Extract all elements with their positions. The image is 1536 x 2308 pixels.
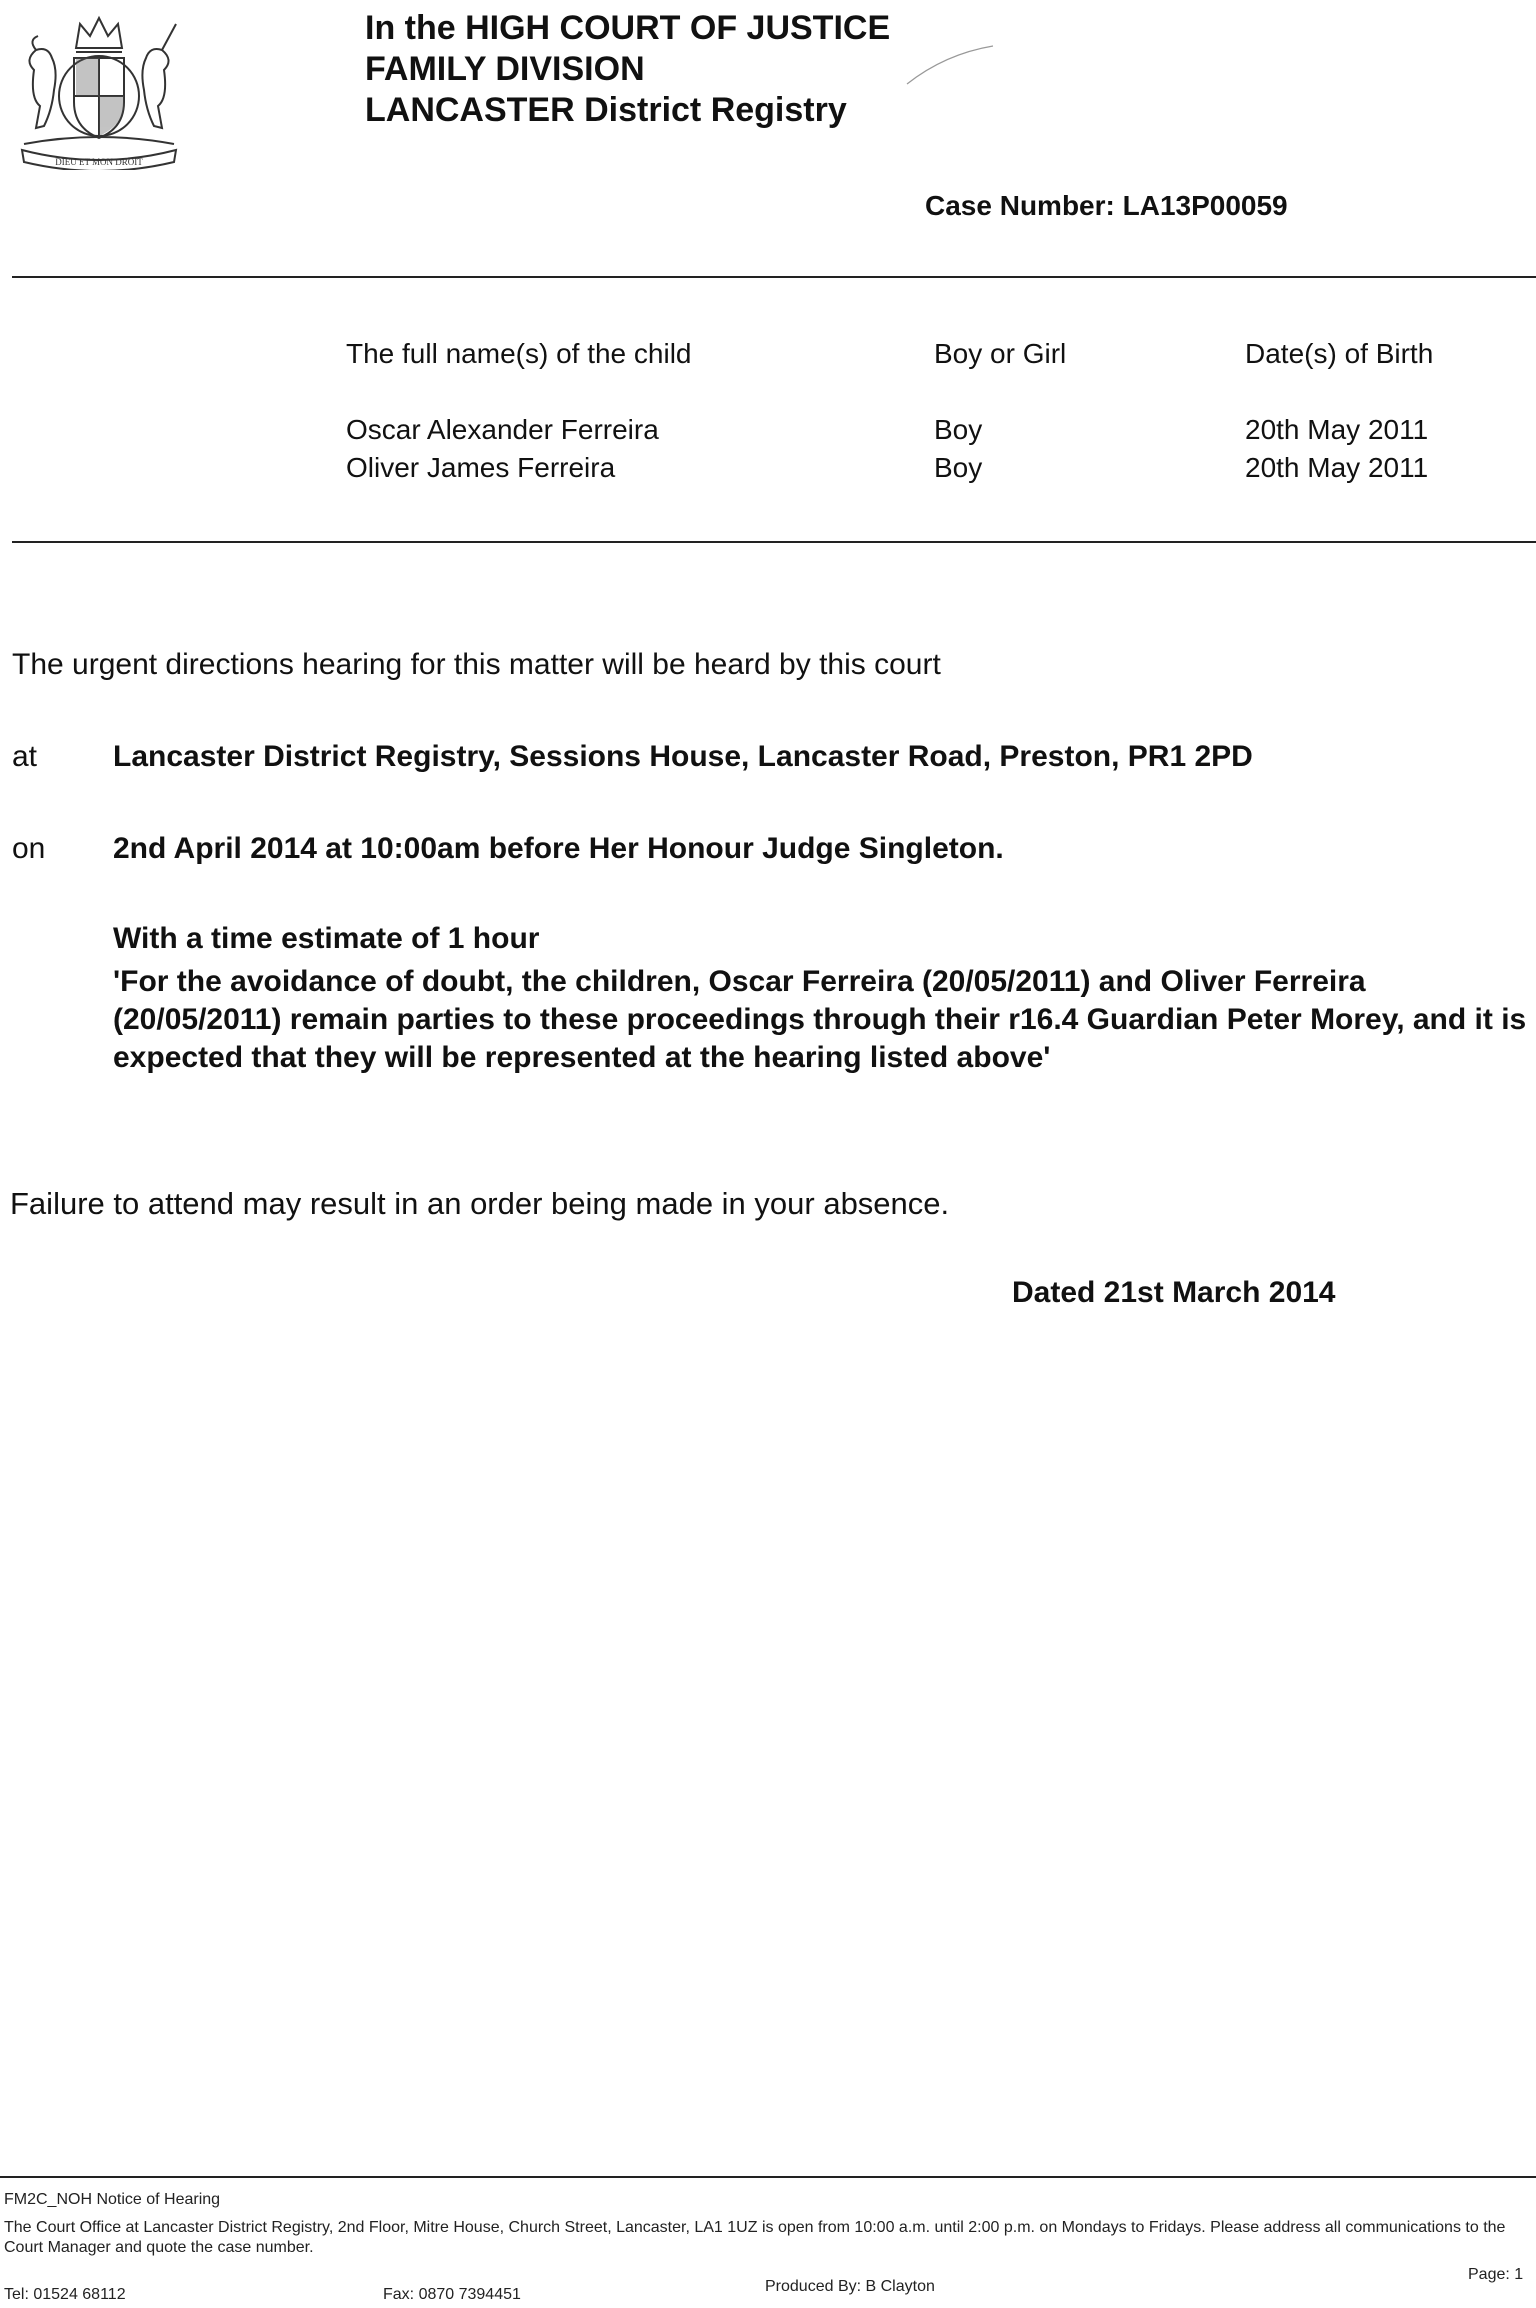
child-1-sex: Boy <box>934 414 983 445</box>
hearing-venue: Lancaster District Registry, Sessions House, Lancaster Road, Preston, PR1 2PD <box>113 740 1253 773</box>
footer-page: Page: 1 <box>1468 2266 1524 2283</box>
court-line-3: LANCASTER District Registry <box>365 91 847 129</box>
child-2-dob: 20th May 2011 <box>1245 452 1429 483</box>
pen-mark-icon <box>905 40 995 90</box>
child-1-name: Oscar Alexander Ferreira <box>346 414 659 445</box>
case-number: Case Number: LA13P00059 <box>925 190 1288 221</box>
on-label: on <box>12 832 46 865</box>
divider-top <box>12 276 1536 278</box>
court-line-1: In the HIGH COURT OF JUSTICE <box>365 9 891 47</box>
divider-footer <box>0 2176 1536 2178</box>
child-2-name: Oliver James Ferreira <box>346 452 616 483</box>
court-line-2: FAMILY DIVISION <box>365 50 645 88</box>
child-1-dob: 20th May 2011 <box>1245 414 1429 445</box>
at-label: at <box>12 740 38 773</box>
footer-tel: Tel: 01524 68112 <box>4 2286 126 2303</box>
form-code: FM2C_NOH Notice of Hearing <box>4 2191 221 2208</box>
child-2-sex: Boy <box>934 452 983 483</box>
col-header-dob: Date(s) of Birth <box>1245 338 1434 369</box>
time-estimate: With a time estimate of 1 hour <box>113 922 540 955</box>
hearing-date: 2nd April 2014 at 10:00am before Her Honour Judge Singleton. <box>113 832 1004 865</box>
footer-fax: Fax: 0870 7394451 <box>383 2286 521 2303</box>
failure-warning: Failure to attend may result in an order being made in your absence. <box>10 1186 950 1221</box>
dated-line: Dated 21st March 2014 <box>1012 1276 1336 1309</box>
divider-middle <box>12 541 1536 543</box>
col-header-name: The full name(s) of the child <box>346 338 692 369</box>
hearing-intro: The urgent directions hearing for this matter will be heard by this court <box>12 648 941 681</box>
seal-motto: DIEU ET MON DROIT <box>55 157 143 167</box>
footer-produced-by: Produced By: B Clayton <box>765 2278 935 2295</box>
col-header-sex: Boy or Girl <box>934 338 1067 369</box>
court-heading <box>365 8 890 131</box>
royal-coat-of-arms-icon <box>14 10 184 170</box>
court-office-notice: The Court Office at Lancaster District Registry, 2nd Floor, Mitre House, Church Street, Lancaster, LA1 1UZ is open from 10:00 a.m. until 2:00 p.m. on Mondays to Fridays. Please address all communications to the Court Manager and quote the case number. <box>4 2219 1506 2256</box>
parties-note: 'For the avoidance of doubt, the children, Oscar Ferreira (20/05/2011) and Oliver Ferreira (20/05/2011) remain parties to these proceedings through their r16.4 Guardian Peter Morey, and it is expected that they will be represented at the hearing listed above' <box>113 965 1527 1074</box>
